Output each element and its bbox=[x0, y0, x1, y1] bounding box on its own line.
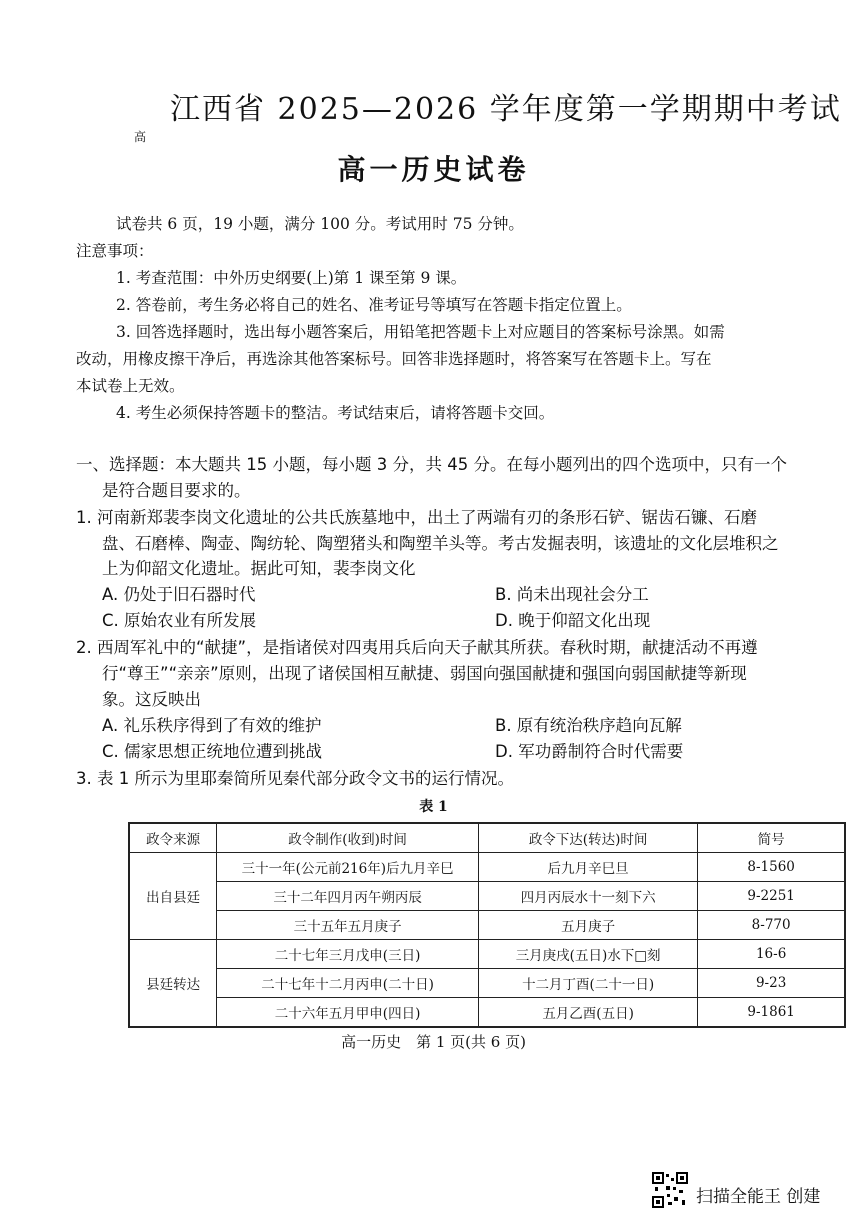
table-header-cell: 政令下达(转达)时间 bbox=[478, 823, 697, 853]
notice-item: 4. 考生必须保持答题卡的整洁。考试结束后，请将答题卡交回。 bbox=[116, 404, 555, 422]
question-2-option: B. 原有统治秩序趋向瓦解 bbox=[495, 716, 682, 735]
notice-item: 3. 回答选择题时，选出每小题答案后，用铅笔把答题卡上对应题目的答案标号涂黑。如需 bbox=[116, 323, 725, 341]
question-1-stem: 上为仰韶文化遗址。据此可知，裴李岗文化 bbox=[102, 559, 416, 578]
notice-title: 注意事项： bbox=[76, 242, 154, 260]
question-1-option: C. 原始农业有所发展 bbox=[102, 611, 257, 630]
question-1-option: B. 尚未出现社会分工 bbox=[495, 585, 649, 604]
page-footer: 高一历史 第 1 页(共 6 页) bbox=[341, 1033, 526, 1051]
question-2-stem: 行“尊王”“亲亲”原则，出现了诸侯国相互献捷、弱国向强国献捷和强国向弱国献捷等新现 bbox=[102, 664, 747, 683]
exam-info: 试卷共 6 页，19 小题，满分 100 分。考试用时 75 分钟。 bbox=[116, 215, 524, 233]
question-2-option: A. 礼乐秩序得到了有效的维护 bbox=[102, 716, 322, 735]
exam-title: 江西省 2025—2026 学年度第一学期期中考试 bbox=[170, 92, 842, 127]
table-caption: 表 1 bbox=[419, 799, 448, 815]
question-1-option: D. 晚于仰韶文化出现 bbox=[495, 611, 651, 630]
question-2-stem: 2. 西周军礼中的“献捷”，是指诸侯对四夷用兵后向天子献其所获。春秋时期，献捷活动不再遵 bbox=[76, 638, 758, 657]
paper-title: 高一历史试卷 bbox=[337, 153, 530, 186]
table-cell: 16-6 bbox=[698, 940, 845, 969]
decree-table bbox=[128, 822, 846, 1028]
table-row bbox=[129, 969, 845, 998]
table-cell: 8-770 bbox=[698, 911, 845, 940]
table-row bbox=[129, 882, 845, 911]
table-header-cell: 政令来源 bbox=[129, 823, 217, 853]
side-mark: 高 bbox=[134, 130, 147, 144]
table-cell: 十二月丁酉(二十一日) bbox=[478, 969, 697, 998]
qr-code-icon bbox=[652, 1172, 688, 1208]
section-heading-cont: 是符合题目要求的。 bbox=[102, 481, 251, 500]
notice-item: 2. 答卷前，考生务必将自己的姓名、准考证号等填写在答题卡指定位置上。 bbox=[116, 296, 632, 314]
table-row bbox=[129, 911, 845, 940]
table-cell: 五月乙酉(五日) bbox=[478, 998, 697, 1028]
question-2-option: D. 军功爵制符合时代需要 bbox=[495, 742, 684, 761]
question-1-option: A. 仍处于旧石器时代 bbox=[102, 585, 256, 604]
table-cell: 9-2251 bbox=[698, 882, 845, 911]
table-row bbox=[129, 998, 845, 1028]
table-cell: 后九月辛巳旦 bbox=[478, 853, 697, 882]
table-row bbox=[129, 853, 845, 882]
table-cell: 二十六年五月甲申(四日) bbox=[217, 998, 479, 1028]
question-2-option: C. 儒家思想正统地位遭到挑战 bbox=[102, 742, 323, 761]
table-cell: 三十一年(公元前216年)后九月辛巳 bbox=[217, 853, 479, 882]
table-cell: 9-23 bbox=[698, 969, 845, 998]
table-row bbox=[129, 940, 845, 969]
table-cell: 9-1861 bbox=[698, 998, 845, 1028]
table-group-cell: 县廷转达 bbox=[129, 940, 217, 1028]
notice-item: 1. 考查范围：中外历史纲要(上)第 1 课至第 9 课。 bbox=[116, 269, 467, 287]
notice-item: 改动，用橡皮擦干净后，再选涂其他答案标号。回答非选择题时，将答案写在答题卡上。写在 bbox=[76, 350, 712, 368]
table-cell: 二十七年十二月丙申(二十日) bbox=[217, 969, 479, 998]
question-1-stem: 盘、石磨棒、陶壶、陶纺轮、陶塑猪头和陶塑羊头等。考古发掘表明，该遗址的文化层堆积之 bbox=[102, 534, 779, 553]
section-heading: 一、选择题：本大题共 15 小题，每小题 3 分，共 45 分。在每小题列出的四个选项中，只有一个 bbox=[76, 455, 787, 474]
table-header-cell: 政令制作(收到)时间 bbox=[217, 823, 479, 853]
table-cell: 三十二年四月丙午朔丙辰 bbox=[217, 882, 479, 911]
table-cell: 8-1560 bbox=[698, 853, 845, 882]
table-cell: 四月丙辰水十一刻下六 bbox=[478, 882, 697, 911]
table-header-row bbox=[129, 823, 845, 853]
notice-item: 本试卷上无效。 bbox=[76, 377, 185, 395]
table-cell: 二十七年三月戊申(三日) bbox=[217, 940, 479, 969]
question-2-stem: 象。这反映出 bbox=[102, 690, 201, 709]
question-3-stem: 3. 表 1 所示为里耶秦简所见秦代部分政令文书的运行情况。 bbox=[76, 769, 514, 788]
table-group-cell: 出自县廷 bbox=[129, 853, 217, 940]
table-cell: 五月庚子 bbox=[478, 911, 697, 940]
scanner-watermark: 扫描全能王 创建 bbox=[696, 1187, 821, 1207]
table-header-cell: 简号 bbox=[698, 823, 845, 853]
table-cell: 三月庚戌(五日)水下□刻 bbox=[478, 940, 697, 969]
question-1-stem: 1. 河南新郑裴李岗文化遗址的公共氏族墓地中，出土了两端有刃的条形石铲、锯齿石镰、石磨 bbox=[76, 508, 757, 527]
table-cell: 三十五年五月庚子 bbox=[217, 911, 479, 940]
